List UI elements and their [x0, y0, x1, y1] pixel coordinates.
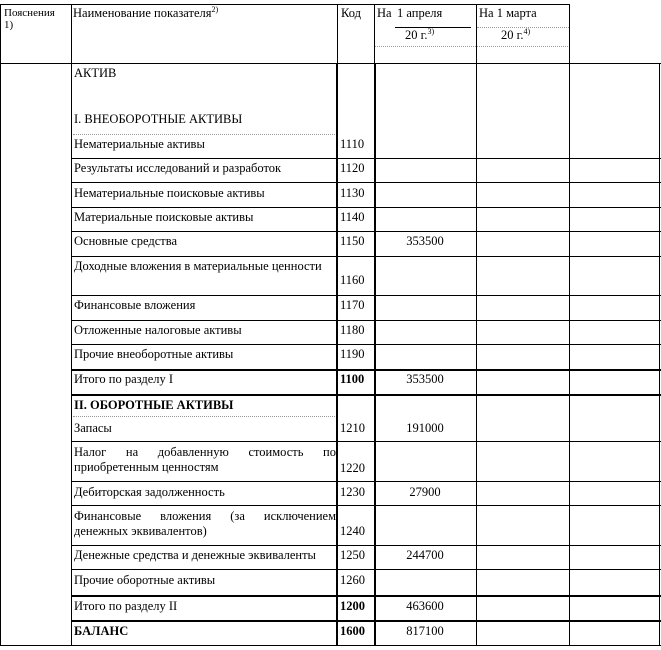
header-col2-date: На 1 марта [479, 6, 537, 20]
table-border [477, 27, 569, 28]
table-border [374, 4, 375, 64]
header-indicator: Наименование показателя$^{2)}$ [73, 4, 219, 20]
row-code: 1180 [340, 323, 365, 337]
table-border [0, 4, 1, 646]
table-border [72, 295, 661, 296]
table-border [569, 4, 570, 646]
row-code: 1600 [340, 624, 365, 638]
table-border [72, 207, 661, 208]
row-code: 1150 [340, 234, 365, 248]
row-code: 1170 [340, 298, 365, 312]
row-code: 1130 [340, 186, 365, 200]
table-border [72, 344, 661, 345]
row-name: Отложенные налоговые активы [74, 323, 242, 337]
row-name: Результаты исследований и разработок [74, 161, 282, 175]
table-border [72, 620, 661, 622]
table-border [72, 231, 661, 232]
row-code: 1240 [340, 524, 365, 538]
row-name: Финансовые вложения (за исключением денежных эквивалентов) [74, 509, 336, 538]
row-code: 1160 [340, 273, 365, 287]
row-name: Итого по разделу II [74, 599, 178, 613]
table-border [0, 4, 570, 5]
row-value: 353500 [406, 372, 444, 386]
table-border [72, 595, 661, 597]
row-code: 1210 [340, 421, 365, 435]
header-code: Код [341, 6, 361, 20]
header-col2-year: 20 г.$^{4)}$ [501, 26, 531, 42]
table-border [72, 505, 661, 506]
row-value: 353500 [406, 234, 444, 248]
row-name: БАЛАНС [74, 624, 129, 638]
row-name: Запасы [74, 421, 112, 435]
header-col1-na: На [377, 6, 392, 20]
table-border [395, 27, 471, 28]
table-border [476, 4, 477, 646]
table-border [659, 63, 660, 646]
section-asset-title: АКТИВ [74, 66, 117, 80]
table-border [72, 394, 661, 396]
row-name: Нематериальные активы [74, 137, 205, 151]
row-code: 1260 [340, 573, 365, 587]
row-value: 817100 [406, 624, 444, 638]
header-col1-year: 20 г.$^{3)}$ [405, 26, 435, 42]
table-border [336, 64, 338, 646]
header-explanations: Пояснения 1) [4, 7, 55, 31]
table-border [72, 545, 661, 546]
table-border [72, 481, 661, 482]
section-1-title: I. ВНЕОБОРОТНЫЕ АКТИВЫ [74, 112, 243, 126]
row-value: 463600 [406, 599, 444, 613]
row-code: 1110 [340, 137, 365, 151]
row-name: Материальные поисковые активы [74, 210, 254, 224]
row-code: 1140 [340, 210, 365, 224]
header-col1-date: 1 апреля [397, 6, 443, 20]
row-code: 1250 [340, 548, 365, 562]
row-name: Налог на добавленную стоимость по приобретенным ценностям [74, 445, 336, 474]
table-border [71, 4, 72, 646]
table-border [374, 64, 376, 646]
table-border [374, 46, 570, 47]
table-border [72, 256, 661, 257]
row-code: 1100 [340, 372, 365, 386]
row-code: 1120 [340, 161, 365, 175]
row-name: Прочие оборотные активы [74, 573, 216, 587]
row-name: Денежные средства и денежные эквиваленты [74, 548, 316, 562]
row-value: 27900 [409, 485, 441, 499]
table-border [72, 182, 661, 183]
row-name: Финансовые вложения [74, 298, 196, 312]
row-name: Прочие внеоборотные активы [74, 347, 234, 361]
table-border [72, 320, 661, 321]
row-value: 191000 [406, 421, 444, 435]
row-name: Доходные вложения в материальные ценности [74, 259, 322, 273]
row-code: 1200 [340, 599, 365, 613]
table-border [0, 63, 661, 64]
row-code: 1230 [340, 485, 365, 499]
table-border [72, 369, 661, 371]
table-border [72, 441, 661, 442]
row-code: 1190 [340, 347, 365, 361]
table-border [337, 4, 338, 64]
row-name: Нематериальные поисковые активы [74, 186, 265, 200]
table-border [0, 645, 661, 646]
row-name: Итого по разделу I [74, 372, 174, 386]
row-name: Дебиторская задолженность [74, 485, 225, 499]
section-2-title: II. ОБОРОТНЫЕ АКТИВЫ [74, 398, 234, 412]
table-border [73, 134, 337, 135]
row-value: 244700 [406, 548, 444, 562]
table-border [73, 416, 337, 417]
table-border [72, 569, 661, 570]
row-code: 1220 [340, 461, 365, 475]
row-name: Основные средства [74, 234, 178, 248]
table-border [72, 158, 661, 159]
